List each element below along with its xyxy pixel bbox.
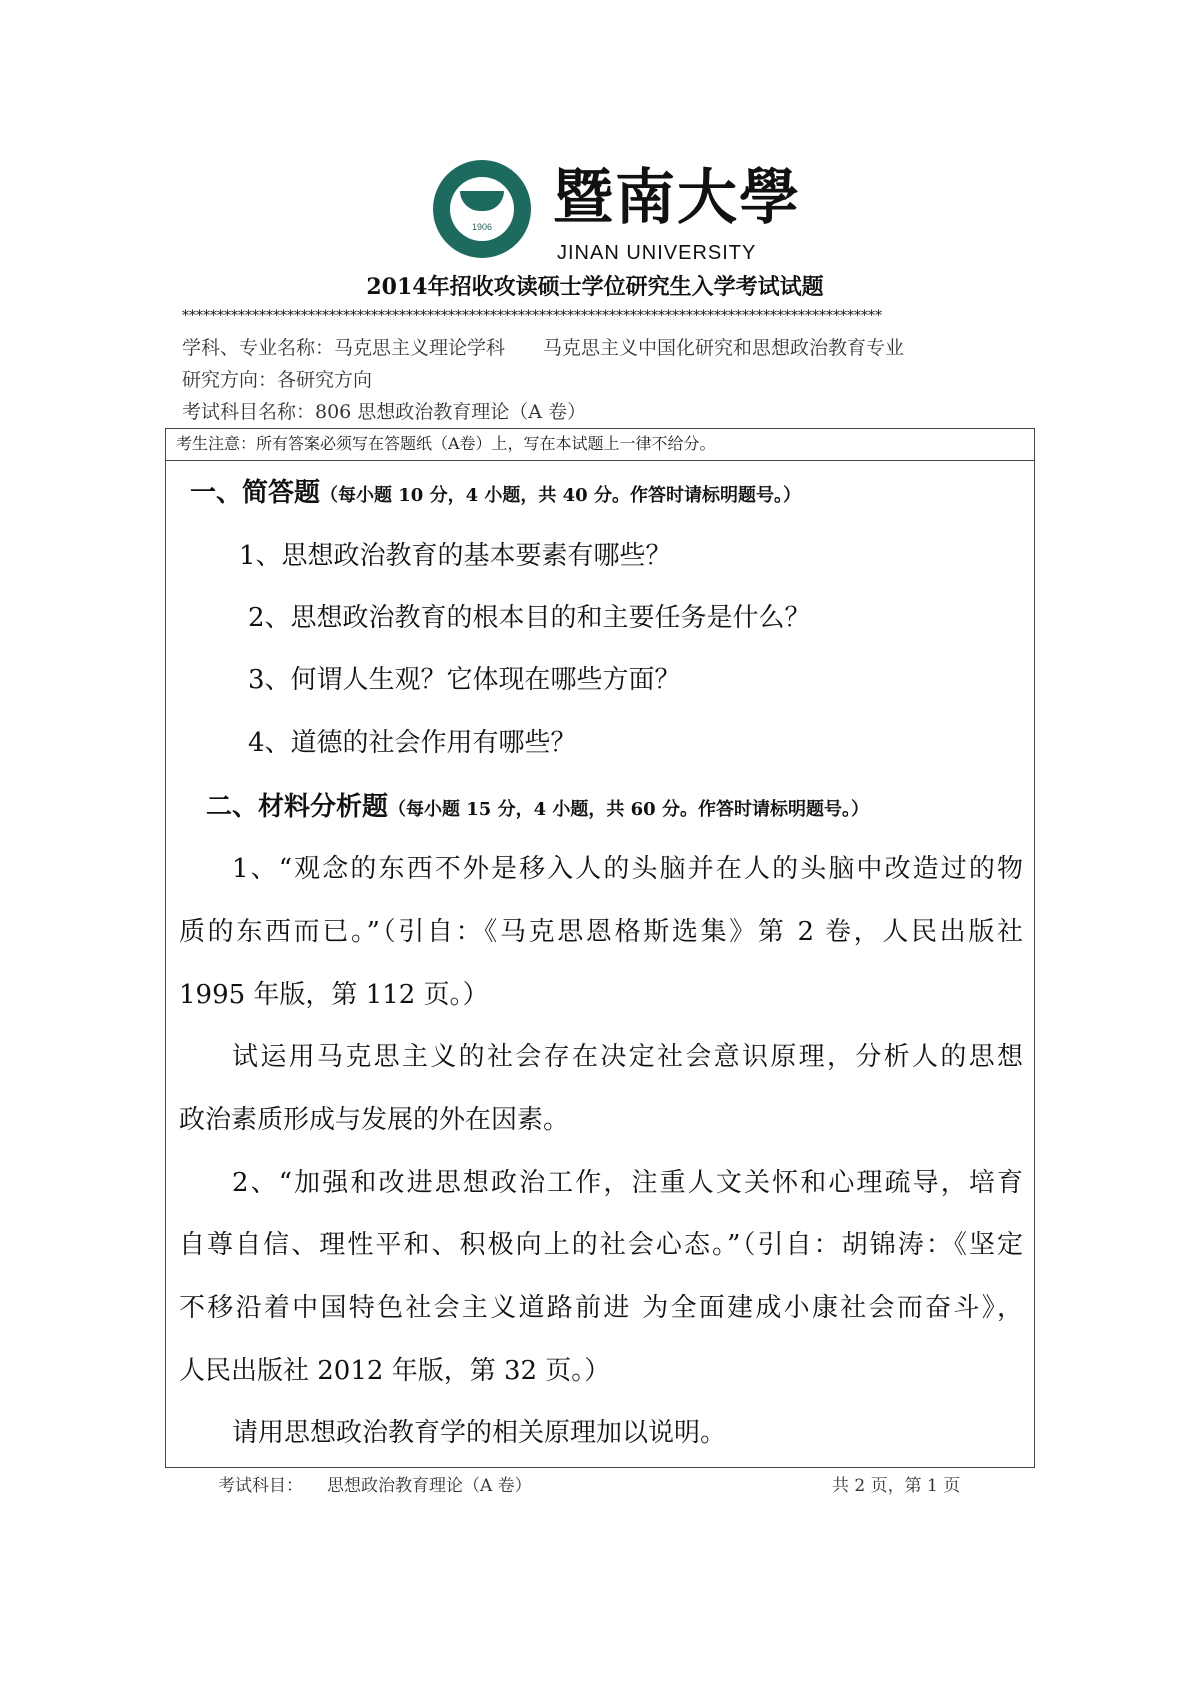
material-line: 1、“观念的东西不外是移入人的头脑并在人的头脑中改造过的物 (232, 854, 1023, 884)
material-line: 请用思想政治教育学的相关原理加以说明。 (232, 1418, 727, 1448)
logo-english-name: JINAN UNIVERSITY (557, 242, 757, 264)
subject-info: 考试科目名称：806 思想政治教育理论（A 卷） (182, 401, 587, 423)
section2-note: （每小题 15 分，4 小题，共 60 分。作答时请标明题号。） (388, 799, 869, 820)
star-divider: **************************************************************************************************** (182, 308, 882, 324)
section1-note: （每小题 10 分，4 小题，共 40 分。作答时请标明题号。） (320, 485, 801, 506)
university-seal-logo (433, 160, 531, 258)
major-info: 学科、专业名称：马克思主义理论学科 马克思主义中国化研究和思想政治教育专业 (182, 337, 905, 359)
material-line: 政治素质形成与发展的外在因素。 (179, 1105, 570, 1135)
material-line: 自尊自信、理性平和、积极向上的社会心态。”（引自：胡锦涛：《坚定 (179, 1230, 1023, 1260)
question-1: 1、思想政治教育的基本要素有哪些？ (239, 541, 672, 571)
material-line: 1995 年版，第 112 页。） (179, 980, 489, 1010)
logo-chinese-name: 暨南大學 (553, 163, 801, 233)
footer-subject-label: 考试科目： (218, 1476, 303, 1496)
question-4: 4、道德的社会作用有哪些？ (248, 728, 577, 758)
question-box (165, 428, 1035, 1468)
section1-heading (190, 477, 801, 512)
footer-subject: 思想政治教育理论（A 卷） (327, 1476, 532, 1496)
question-3: 3、何谓人生观？它体现在哪些方面？ (248, 665, 681, 695)
material-line: 试运用马克思主义的社会存在决定社会意识原理，分析人的思想 (232, 1042, 1023, 1072)
material-line: 不移沿着中国特色社会主义道路前进 为全面建成小康社会而奋斗》， (179, 1293, 1023, 1323)
material-line: 质的东西而已。”（引自：《马克思恩格斯选集》第 2 卷，人民出版社 (179, 917, 1023, 947)
material-line: 人民出版社 2012 年版，第 32 页。） (179, 1356, 611, 1386)
candidate-notice: 考生注意：所有答案必须写在答题纸（A卷）上，写在本试题上一律不给分。 (166, 429, 1034, 461)
section2-heading (206, 791, 869, 826)
seal-year: 1906 (471, 222, 493, 232)
footer-page-number: 共 2 页，第 1 页 (832, 1476, 961, 1496)
exam-title: 2014年招收攻读硕士学位研究生入学考试试题 (366, 274, 824, 300)
section2-title: 二、材料分析题 (206, 792, 389, 822)
direction-info: 研究方向：各研究方向 (182, 369, 373, 391)
material-line: 2、“加强和改进思想政治工作，注重人文关怀和心理疏导，培育 (232, 1168, 1023, 1198)
question-2: 2、思想政治教育的根本目的和主要任务是什么？ (248, 603, 811, 633)
section1-title: 一、简答题 (190, 478, 321, 508)
